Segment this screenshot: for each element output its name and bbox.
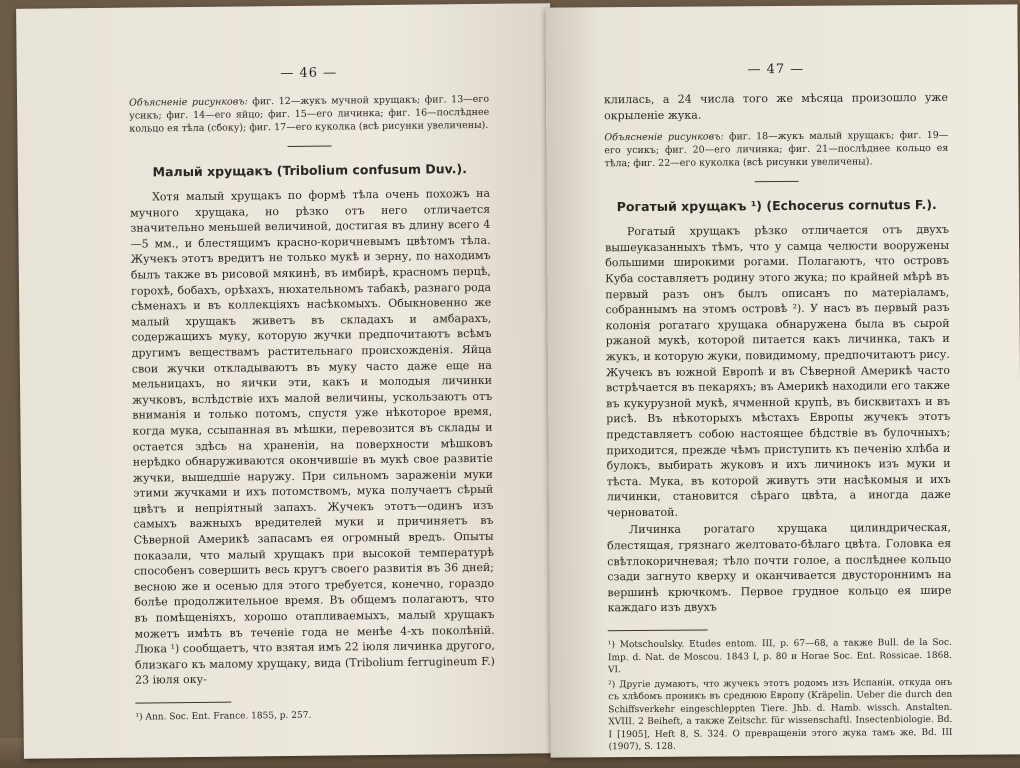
body-text-right-2: Личинка рогатаго хрущака цилиндрическая, блестящая, грязнаго желтовато-бѣлаго цвѣта. Головка ея свѣтлокоричневая; тѣло почти голое, а послѣднее кольцо сзади загнуто кверху и оканчивается двустороннимъ на вершинѣ крючкомъ. Первое грудное кольцо ея шире каждаго изъ двухъ — [607, 521, 952, 615]
section-divider-right — [755, 181, 799, 182]
left-page-content — [129, 64, 496, 726]
body-text-left: Хотя малый хрущакъ по формѣ тѣла очень похожъ на мучного хрущака, но рѣзко отъ него отличается значительно меньшей величиной, достигая въ длину всего 4—5 мм., и блестящимъ красно-коричневымъ цвѣтомъ тѣла. Жучекъ этотъ вредитъ не только мукѣ и зерну, по находимъ былъ также въ рисовой мякинѣ, въ имбирѣ, красномъ перцѣ, горохѣ, бобахъ, орѣхахъ, нюхательномъ табакѣ, разнаго рода сѣменахъ и въ коллекціяхъ насѣкомыхъ. Обыкновенно же малый хрущакъ живетъ въ складахъ и амбарахъ, содержащихъ муку, которую жучки предпочитаютъ всѣмъ другимъ веществамъ растительнаго происхожденія. Яйца свои жучки откладываютъ въ муку часто даже еще на мельницахъ, но яички эти, какъ и молодыя личинки жучковъ, вслѣдствіе ихъ малой величины, ускользаютъ отъ вниманія и только потомъ, спустя уже нѣкоторое время, когда мука, ссыпанная въ мѣшки, перевозится въ склады и остается здѣсь на храненіи, на поверхности мѣшковъ нерѣдко обнаруживаются окончившіе въ мукѣ свое развитіе жучки, вышедшіе наружу. При сильномъ зараженіи муки этими жучками и ихъ потомствомъ, мука получаетъ сѣрый цвѣтъ и непріятный запахъ. Жучекъ этотъ—одинъ изъ самыхъ важныхъ вредителей муки и причиняетъ въ Сѣверной Америкѣ запасамъ ея огромный вредъ. Опыты показали, что малый хрущакъ при высокой температурѣ способенъ совершить весь кругъ своего развитія въ 36 дней; весною же и осенью для этого требуется, конечно, гораздо болѣе продолжительное время. Въ общемъ полагаютъ, что въ помѣщеніяхъ, хорошо отапливаемыхъ, малый хрущакъ можетъ имѣть въ теченіе года не менѣе 4-хъ поколѣній. Люка ¹) сообщаетъ, что взятая имъ 22 іюля личинка другого, близкаго къ малому хрущаку, вида (Tribolium ferrugineum F.) 23 іюля оку- — [130, 186, 496, 688]
section-heading-right: Рогатый хрущакъ ¹) (Echocerus cornutus F.). — [616, 197, 937, 215]
caption-text-right: фиг. 18—жукъ малый хрущакъ; фиг. 19—его усикъ; фиг. 20—его личинка; фиг. 21—послѣднее кольцо ея тѣла; фиг. 22—его куколка (всѣ рисунки увеличены). — [604, 130, 949, 170]
footnote-right-2: ²) Другіе думаютъ, что жучекъ этотъ родомъ изъ Испаніи, откуда онъ съ хлѣбомъ проникъ въ среднюю Европу (Kräpelin. Ueber die durch den Schiffsverkehr eingeschleppten Tiere. Jhb. d. Hamb. wissch. Anstalten. XVIII. 2 Beiheft, а также Zeitschr. für wissenschaftl. Insectenbiologie. Bd. I [1905], Heft 8, S. 324. О превращеніи этого жука тамъ же, Bd. III (1907), S. 128. — [608, 677, 953, 753]
caption-intro-left: Объясненіе рисунковъ: — [129, 96, 248, 109]
figure-caption-right — [604, 129, 948, 170]
section-heading-left: Малый хрущакъ (Tribolium confusum Duv.). — [152, 161, 468, 180]
continuation-text: клилась, а 24 числа того же мѣсяца произошло уже окрыленіе жука. — [603, 90, 949, 122]
left-page — [16, 3, 558, 759]
footnote-left: ¹) Ann. Soc. Ent. France. 1855, p. 257. — [135, 710, 312, 723]
right-page-content — [604, 61, 953, 756]
footnote-right-1: ¹) Motschoulsky. Etudes entom. III, p. 67—68, а также Bull. de la Soc. Imp. d. Nat. de Moscou. 1843 I, p. 80 и Horae Soc. Ent. Rossicae. 1868. VI. — [607, 637, 952, 676]
body-text-right-1: Рогатый хрущакъ рѣзко отличается отъ двухъ вышеуказанныхъ тѣмъ, что у самца челюсти вооружены большими широкими рогами. Полагаютъ, что островъ Куба составляетъ родину этого жука; по крайней мѣрѣ въ первый разъ онъ былъ описанъ по матеріаламъ, собраннымъ на этомъ островѣ ²). У насъ въ первый разъ колонія рогатаго хрущака обнаружена была въ сырой ржаной мукѣ, которой питается какъ личинка, такъ и жукъ, и которую жуки, повидимому, предпочитаютъ рису. Жучекъ въ южной Европѣ и въ Сѣверной Америкѣ часто встрѣчается въ пекаряхъ; въ Америкѣ находили его также въ кукурузной мукѣ, ячменной крупѣ, въ бисквитахъ и въ рисѣ. Въ нѣкоторыхъ мѣстахъ Европы жучекъ этотъ представляетъ собою настоящее бѣдствіе въ булочныхъ; приходится, прежде чѣмъ приступить къ печенію хлѣба и булокъ, выбирать жуковъ и ихъ личинокъ изъ муки и тѣста. Мука, въ которой живутъ эти насѣкомыя и ихъ личинки, становится сѣраго цвѣта, а иногда даже черноватой. — [605, 223, 951, 520]
footnote-divider-right — [608, 630, 708, 632]
section-divider-left — [288, 146, 332, 147]
caption-intro-right: Объясненіе рисунковъ: — [604, 131, 724, 144]
page-number-left: — 46 — — [280, 65, 338, 82]
figure-caption-left — [129, 93, 489, 136]
caption-text-left: фиг. 12—жукъ мучной хрущакъ; фиг. 13—его усикъ; фиг. 14—его яйцо; фиг. 15—его личинка; фиг. 16—послѣднее кольцо ея тѣла (сбоку); фиг. 17—его куколка (всѣ рисунки увеличены). — [129, 93, 490, 135]
right-page — [545, 4, 1020, 757]
footnote-divider-left — [135, 702, 231, 704]
page-number-right: — 47 — — [747, 61, 805, 78]
